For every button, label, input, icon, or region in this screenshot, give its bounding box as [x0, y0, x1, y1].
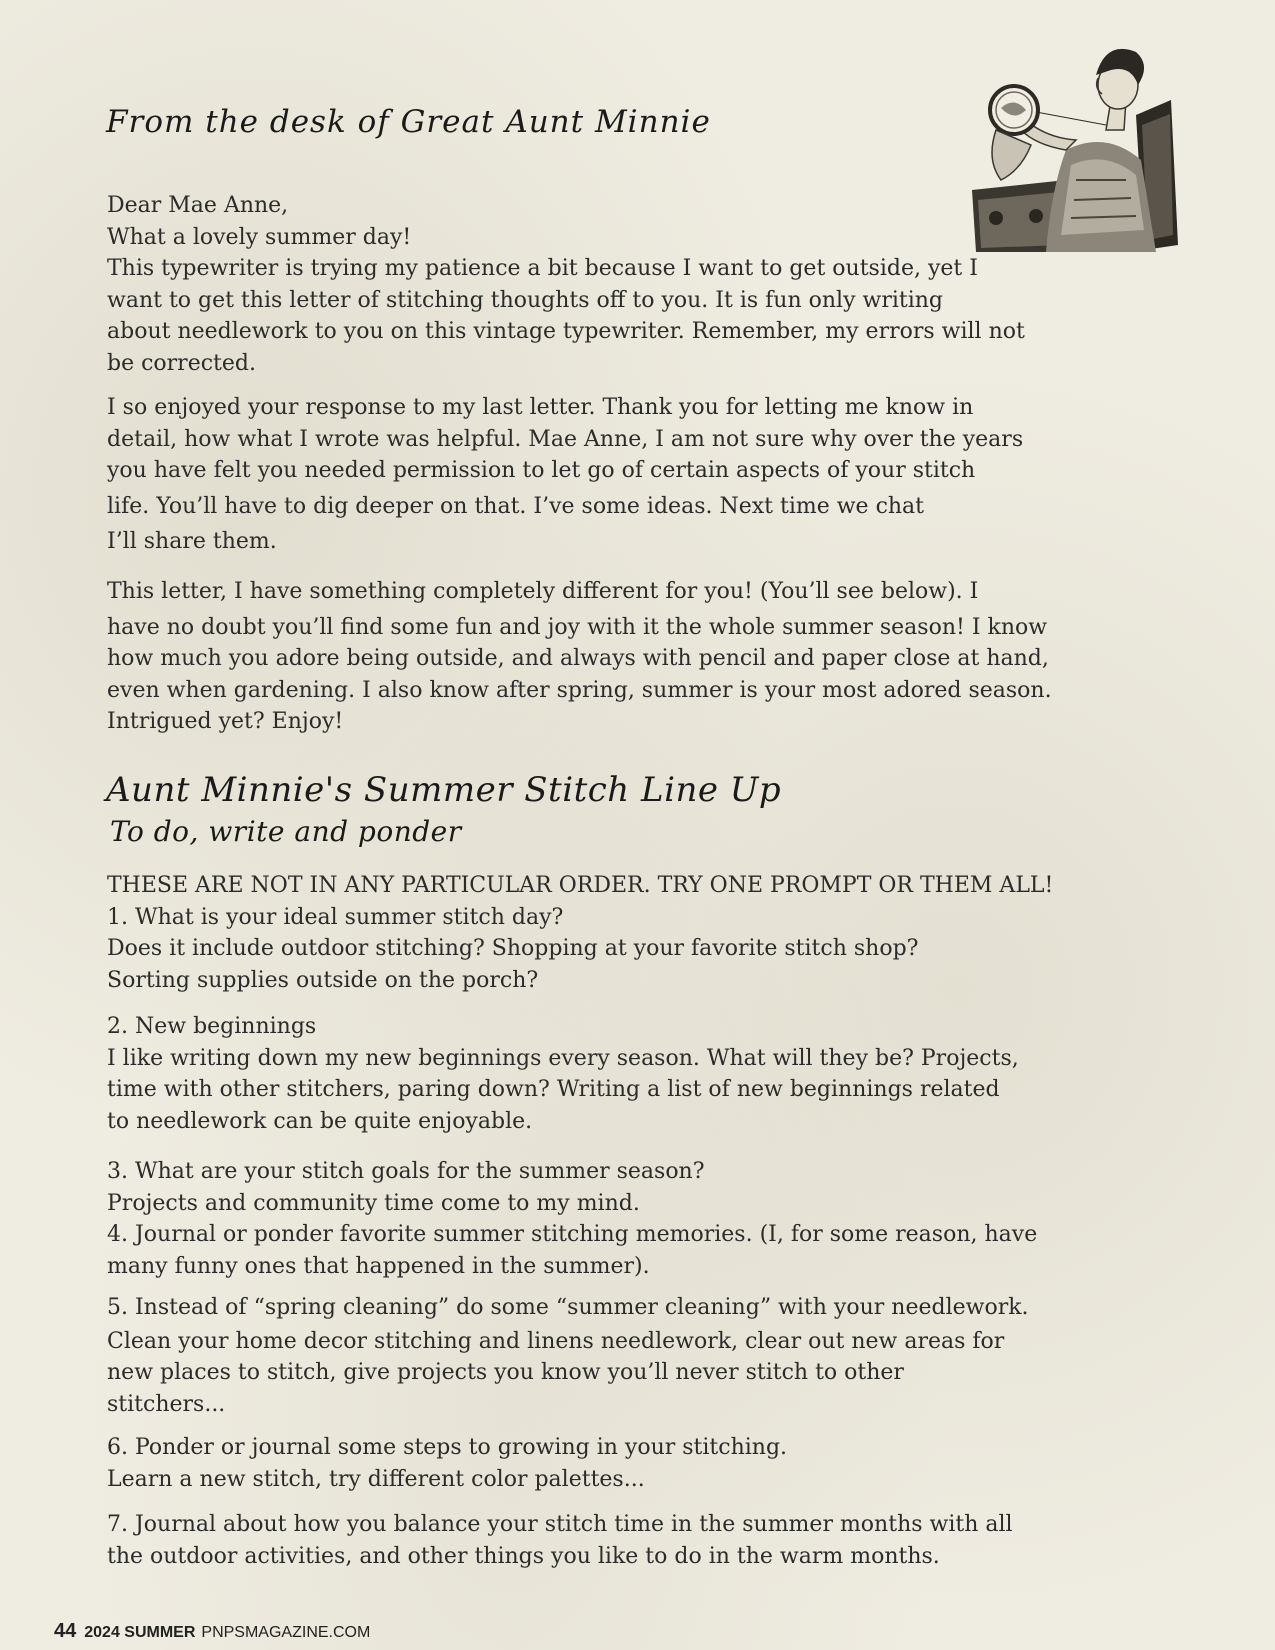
letter-header-title: From the desk of Great Aunt Minnie [106, 104, 711, 140]
text-line: Dear Mae Anne, [107, 193, 289, 218]
text-line: Sorting supplies outside on the porch? [107, 967, 539, 993]
text-line: THESE ARE NOT IN ANY PARTICULAR ORDER. TRY ONE PROMPT OR THEM ALL! [107, 873, 1054, 898]
prompt-2-block [107, 1011, 1187, 1137]
prompt-3-4-block [107, 1156, 1187, 1282]
text-line: many funny ones that happened in the summer). [107, 1253, 650, 1279]
text-line: to needlework can be quite enjoyable. [107, 1108, 533, 1134]
prompt-6-block [107, 1432, 1187, 1495]
letter-paragraph-2 [107, 392, 1187, 558]
text-line: Projects and community time come to my mind. [107, 1190, 640, 1216]
page-number: 44 [54, 1620, 77, 1642]
text-line: I so enjoyed your response to my last letter. Thank you for letting me know in [107, 395, 974, 420]
text-line: stitchers... [107, 1391, 226, 1417]
text-line: you have felt you needed permission to let go of certain aspects of your stitch [107, 458, 976, 483]
text-line: time with other stitchers, paring down? Writing a list of new beginnings related [107, 1077, 1000, 1102]
prompts-intro-block [107, 870, 1187, 996]
text-line: This typewriter is trying my patience a bit because I want to get outside, yet I [107, 256, 978, 281]
text-line: detail, how what I wrote was helpful. Mae Anne, I am not sure why over the years [107, 426, 1024, 452]
text-line: 4. Journal or ponder favorite summer stitching memories. (I, for some reason, have [107, 1222, 1038, 1247]
text-line: 1. What is your ideal summer stitch day? [107, 904, 564, 930]
text-line: the outdoor activities, and other things you like to do in the warm months. [107, 1543, 940, 1569]
text-line: Learn a new stitch, try different color palettes... [107, 1466, 645, 1492]
prompt-5-block [107, 1292, 1187, 1420]
text-line: be corrected. [107, 350, 256, 376]
text-line: new places to stitch, give projects you know you’ll never stitch to other [107, 1360, 904, 1385]
text-line: about needlework to you on this vintage typewriter. Remember, my errors will not [107, 319, 1025, 344]
text-line: This letter, I have something completely different for you! (You’ll see below). I [107, 579, 979, 604]
text-line: 3. What are your stitch goals for the summer season? [107, 1159, 705, 1184]
text-line: Intrigued yet? Enjoy! [107, 709, 344, 734]
section-subtitle: To do, write and ponder [110, 815, 462, 848]
letter-paragraph-3 [107, 576, 1187, 738]
page-footer [54, 1620, 370, 1643]
text-line: life. You’ll have to dig deeper on that. I’ve some ideas. Next time we chat [107, 493, 925, 519]
text-line: how much you adore being outside, and always with pencil and paper close at hand, [107, 646, 1049, 671]
text-line: 7. Journal about how you balance your stitch time in the summer months with all [107, 1512, 1013, 1537]
text-line: Clean your home decor stitching and linens needlework, clear out new areas for [107, 1328, 1005, 1354]
text-line: 5. Instead of “spring cleaning” do some “summer cleaning” with your needlework. [107, 1295, 1029, 1320]
section-title: Aunt Minnie's Summer Stitch Line Up [106, 770, 782, 810]
letter-paragraph-1 [107, 190, 1187, 379]
text-line: Does it include outdoor stitching? Shopping at your favorite stitch shop? [107, 936, 919, 961]
text-line: I’ll share them. [107, 529, 277, 554]
text-line: even when gardening. I also know after spring, summer is your most adored season. [107, 677, 1052, 703]
text-line: 6. Ponder or journal some steps to growing in your stitching. [107, 1435, 788, 1460]
prompt-7-block [107, 1509, 1187, 1572]
text-line: want to get this letter of stitching thoughts off to you. It is fun only writing [107, 287, 943, 313]
text-line: What a lovely summer day! [107, 224, 412, 250]
text-line: have no doubt you’ll find some fun and joy with it the whole summer season! I know [107, 614, 1048, 640]
text-line: I like writing down my new beginnings every season. What will they be? Projects, [107, 1045, 1019, 1071]
issue-season: 2024 SUMMER [84, 1624, 196, 1641]
magazine-site: PNPSMAGAZINE.COM [201, 1624, 371, 1641]
text-line: 2. New beginnings [107, 1014, 317, 1039]
